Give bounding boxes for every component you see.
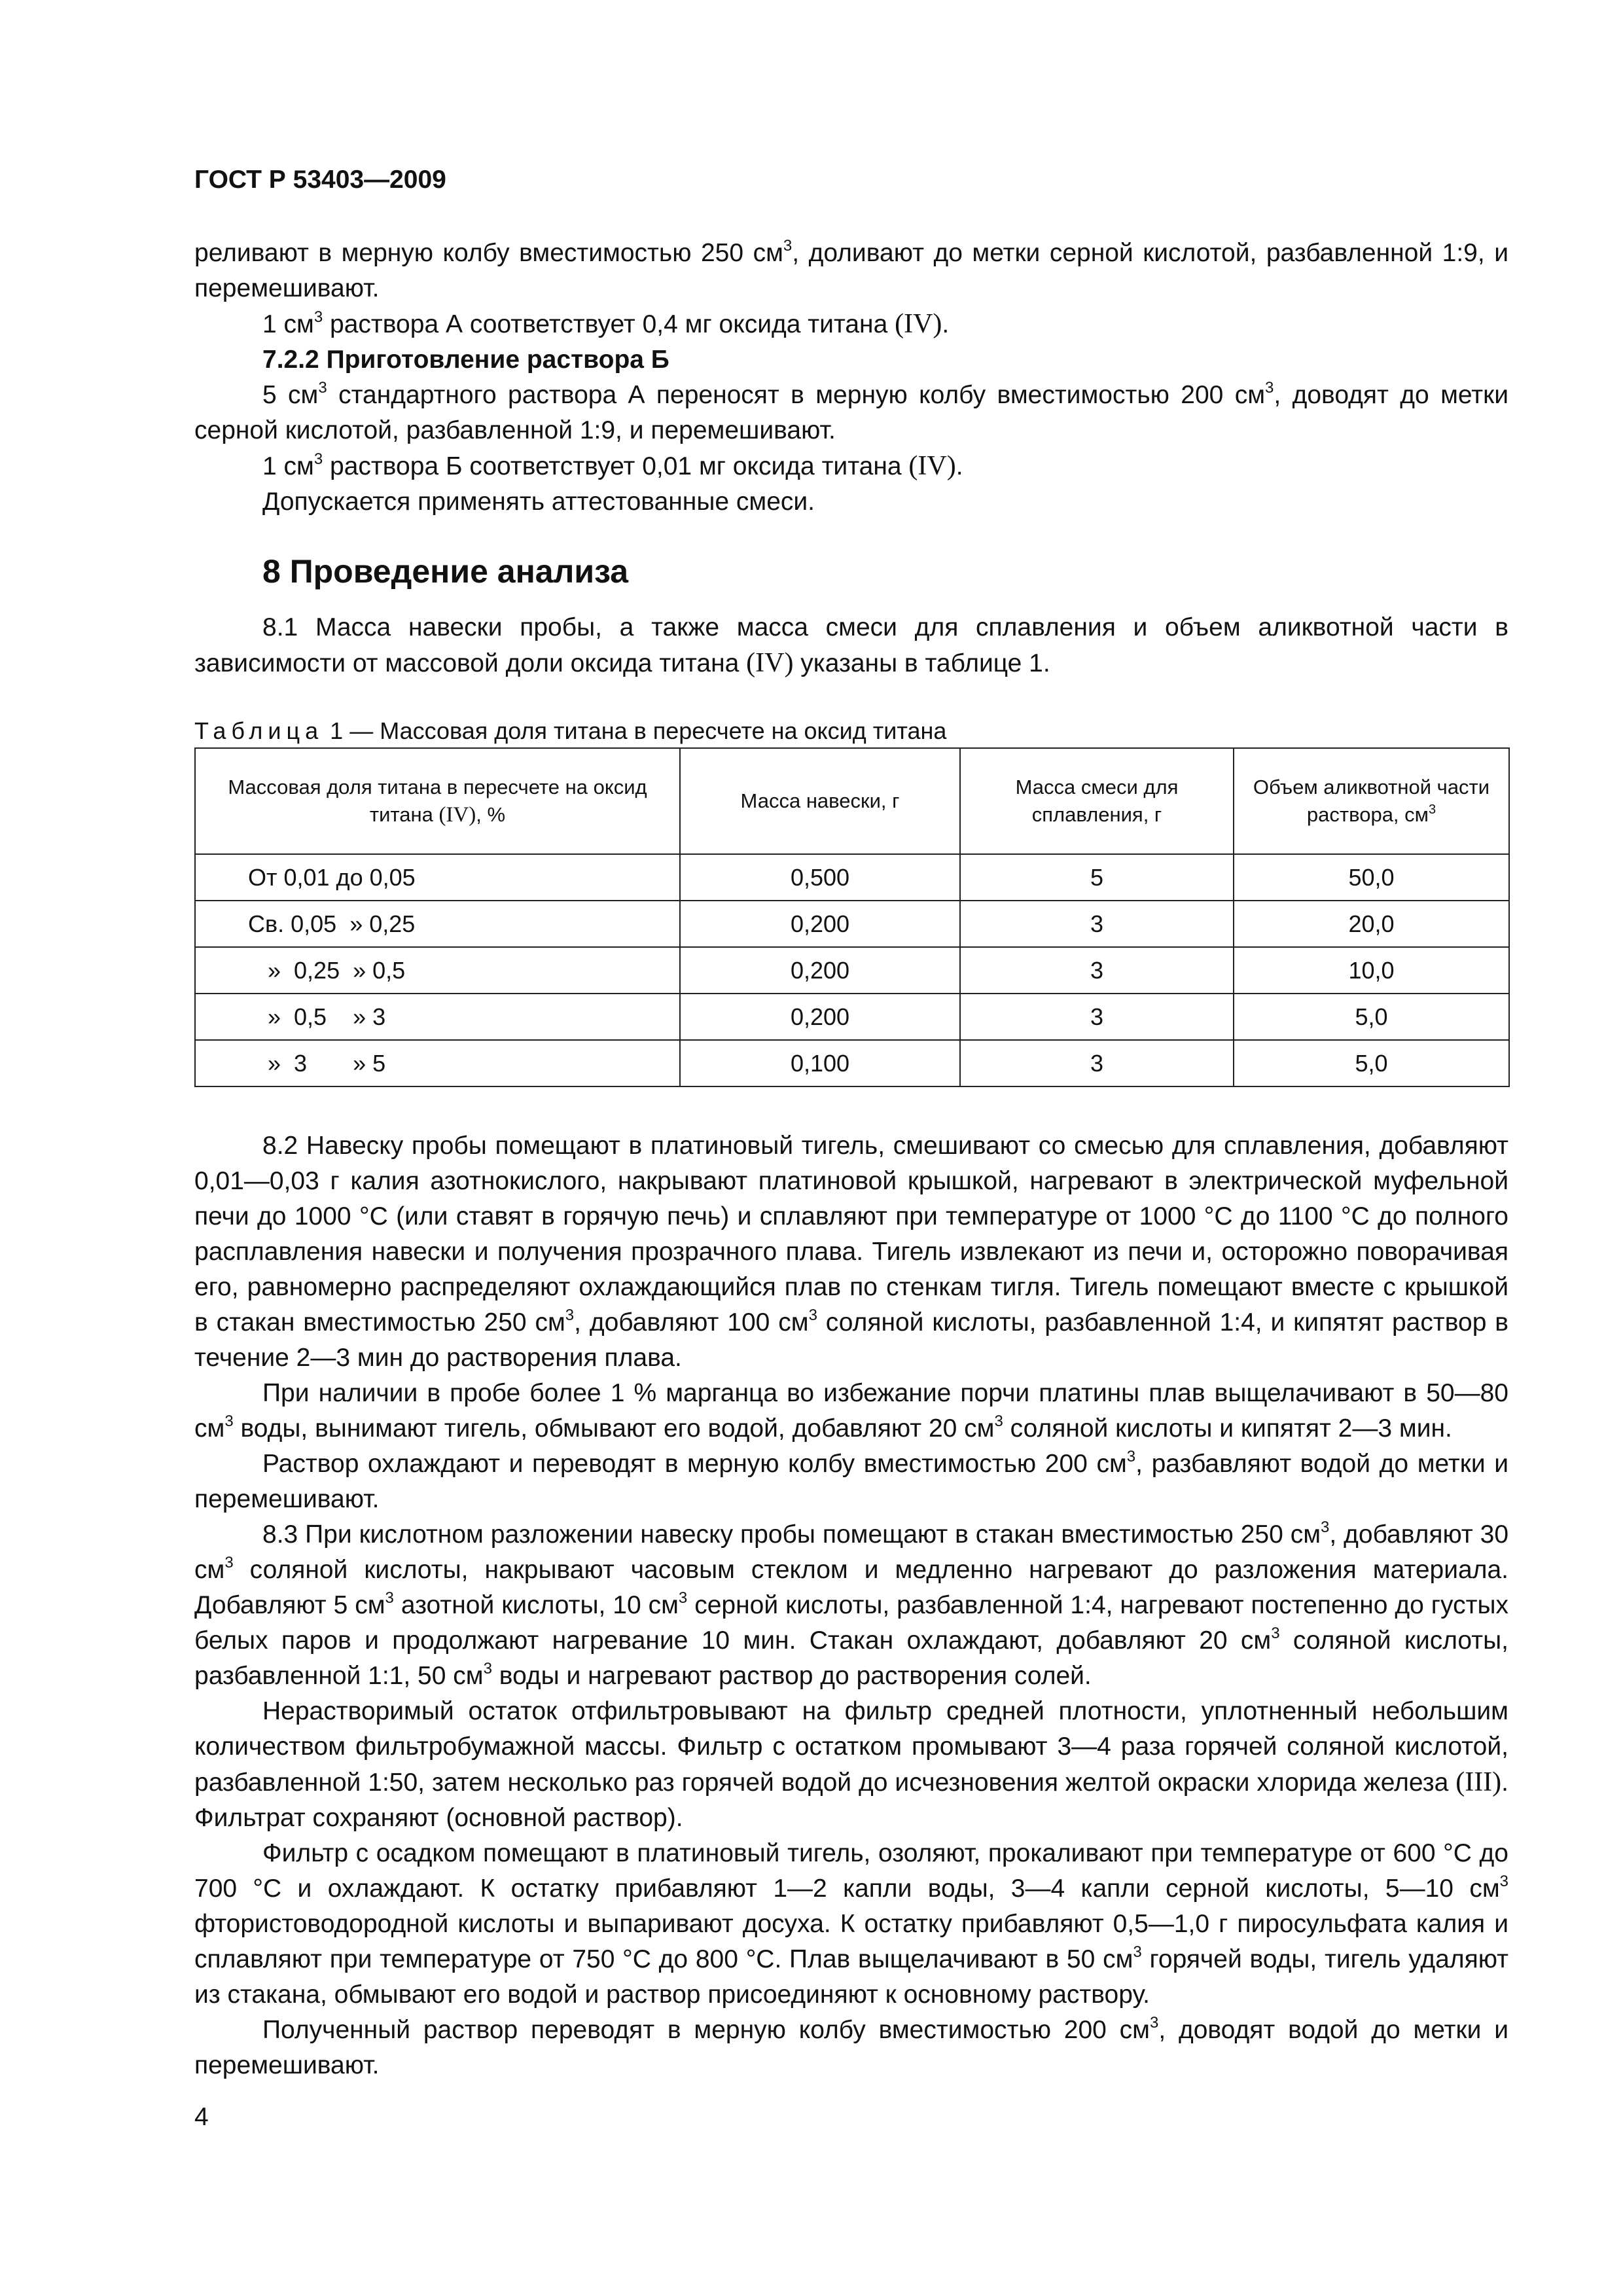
table-row — [195, 947, 1509, 994]
table-row — [195, 854, 1509, 901]
cell-sample-mass: 0,200 — [680, 994, 960, 1040]
paragraph-insoluble-residue: Нерастворимый остаток отфильтровывают на фильтр средней плотности, уплотненный небольшим количеством фильтробумажной массы. Фильтр с остатком промывают 3—4 раза горячей соляной кислотой, разбавленной 1:50, затем несколько раз горячей водой до исчезновения желтой окраски хлорида железа (III). Фильтрат сохраняют (основной раствор). — [194, 1697, 1508, 1832]
cell-aliquot-volume: 20,0 — [1234, 901, 1509, 947]
cell-range: » 0,5 » 3 — [195, 994, 680, 1040]
cell-sample-mass: 0,100 — [680, 1040, 960, 1086]
paragraph-solution-b-equivalent: 1 $см^3$ раствора Б соответствует 0,01 мг оксида титана (IV). — [262, 450, 963, 481]
cell-aliquot-volume: 10,0 — [1234, 947, 1509, 994]
table-row — [195, 1040, 1509, 1086]
cell-sample-mass: 0,500 — [680, 854, 960, 901]
cell-range: От 0,01 до 0,05 — [195, 854, 680, 901]
paragraph-allowed-mixtures: Допускается применять аттестованные смеси. — [262, 488, 815, 516]
cell-range: » 3 » 5 — [195, 1040, 680, 1086]
paragraph-solution-b-prep: 5 $см^3$ стандартного раствора А переносят в мерную колбу вместимостью 200 $см^3$, доводят до метки серной кислотой, разбавленной 1:9, и перемешивают. — [194, 379, 1508, 444]
cell-flux-mass: 3 — [960, 947, 1234, 994]
table-header-row — [195, 748, 1509, 854]
column-header-aliquot-volume: Объем аликвотной части раствора, $см^3$ — [1234, 748, 1509, 854]
cell-flux-mass: 3 — [960, 901, 1234, 947]
paragraph-continuation: реливают в мерную колбу вместимостью 250 $см^3$, доливают до метки серной кислотой, разбавленной 1:9, и перемешивают. — [194, 237, 1508, 302]
paragraph-8-2: 8.2 Навеску пробы помещают в платиновый тигель, смешивают со смесью для сплавления, добавляют 0,01—0,03 г калия азотнокислого, накрывают платиновой крышкой, нагревают в электрической муфельной печи до 1000 °С (или ставят в горячую печь) и сплавляют при температуре от 1000 °С до 1100 °С до полного расплавления навески и получения прозрачного плава. Тигель извлекают из печи и, осторожно поворачивая его, равномерно распределяют охлаждающийся плав по стенкам тигля. Тигель помещают вместе с крышкой в стакан вместимостью 250 $см^3$, добавляют 100 $см^3$ соляной кислоты, разбавленной 1:4, и кипятят раствор в течение 2—3 мин до растворения плава. — [194, 1132, 1509, 1372]
table-caption: Таблица 1 — Массовая доля титана в пересчете на оксид титана — [194, 717, 947, 744]
column-header-flux-mass: Масса смеси для сплавления, г — [960, 748, 1234, 854]
paragraph-cooling: Раствор охлаждают и переводят в мерную колбу вместимостью 200 $см^3$, разбавляют водой до метки и перемешивают. — [194, 1448, 1509, 1513]
section-8-title: 8 Проведение анализа — [262, 553, 629, 590]
document-code-header: ГОСТ Р 53403—2009 — [194, 166, 446, 194]
page-number: 4 — [194, 2103, 209, 2131]
titanium-mass-fraction-table — [194, 747, 1510, 1087]
paragraph-solution-a-equivalent: 1 $см^3$ раствора А соответствует 0,4 мг оксида титана (IV). — [262, 308, 950, 339]
section-8-body — [194, 1128, 1508, 2083]
paragraph-filter-precipitate: Фильтр с осадком помещают в платиновый тигель, озоляют, прокаливают при температуре от 600 °С до 700 °С и охлаждают. К остатку прибавляют 1—2 капли воды, 3—4 капли серной кислоты, 5—10 $см^3$ фтористоводородной кислоты и выпаривают досуха. К остатку прибавляют 0,5—1,0 г пиросульфата калия и сплавляют при температуре от 750 °С до 800 °С. Плав выщелачивают в 50 $см^3$ горячей воды, тигель удаляют из стакана, обмывают его водой и раствор присоединяют к основному раствору. — [194, 1839, 1508, 2009]
cell-sample-mass: 0,200 — [680, 901, 960, 947]
paragraph-final-solution: Полученный раствор переводят в мерную колбу вместимостью 200 $см^3$, доводят водой до метки и перемешивают. — [194, 2014, 1508, 2079]
section-7-continuation — [194, 236, 1508, 520]
document-page — [194, 0, 1508, 2296]
cell-flux-mass: 3 — [960, 994, 1234, 1040]
cell-aliquot-volume: 5,0 — [1234, 994, 1509, 1040]
paragraph-8-1: 8.1 Масса навески пробы, а также масса смеси для сплавления и объем аликвотной части в зависимости от массовой доли оксида титана (IV) указаны в таблице 1. — [194, 613, 1508, 678]
cell-range: » 0,25 » 0,5 — [195, 947, 680, 994]
cell-flux-mass: 3 — [960, 1040, 1234, 1086]
column-header-sample-mass: Масса навески, г — [680, 748, 960, 854]
paragraph-8-3: 8.3 При кислотном разложении навеску пробы помещают в стакан вместимостью 250 $см^3$, добавляют 30 $см^3$ соляной кислоты, накрывают часовым стеклом и медленно нагревают до разложения материала. Добавляют 5 $см^3$ азотной кислоты, 10 $см^3$ серной кислоты, разбавленной 1:4, нагревают постепенно до густых белых паров и продолжают нагревание 10 мин. Стакан охлаждают, добавляют 20 $см^3$ соляной кислоты, разбавленной 1:1, 50 $см^3$ воды и нагревают раствор до растворения солей. — [194, 1518, 1509, 1690]
cell-range: Св. 0,05 » 0,25 — [195, 901, 680, 947]
cell-aliquot-volume: 5,0 — [1234, 1040, 1509, 1086]
heading-7-2-2: 7.2.2 Приготовление раствора Б — [262, 346, 669, 374]
table-row — [195, 994, 1509, 1040]
cell-flux-mass: 5 — [960, 854, 1234, 901]
column-header-mass-fraction: Массовая доля титана в пересчете на оксид титана (IV), % — [195, 748, 680, 854]
cell-aliquot-volume: 50,0 — [1234, 854, 1509, 901]
paragraph-manganese: При наличии в пробе более 1 % марганца во избежание порчи платины плав выщелачивают в 50—80 $см^3$ воды, вынимают тигель, обмывают его водой, добавляют 20 $см^3$ соляной кислоты и кипятят 2—3 мин. — [194, 1379, 1508, 1443]
table-row — [195, 901, 1509, 947]
cell-sample-mass: 0,200 — [680, 947, 960, 994]
